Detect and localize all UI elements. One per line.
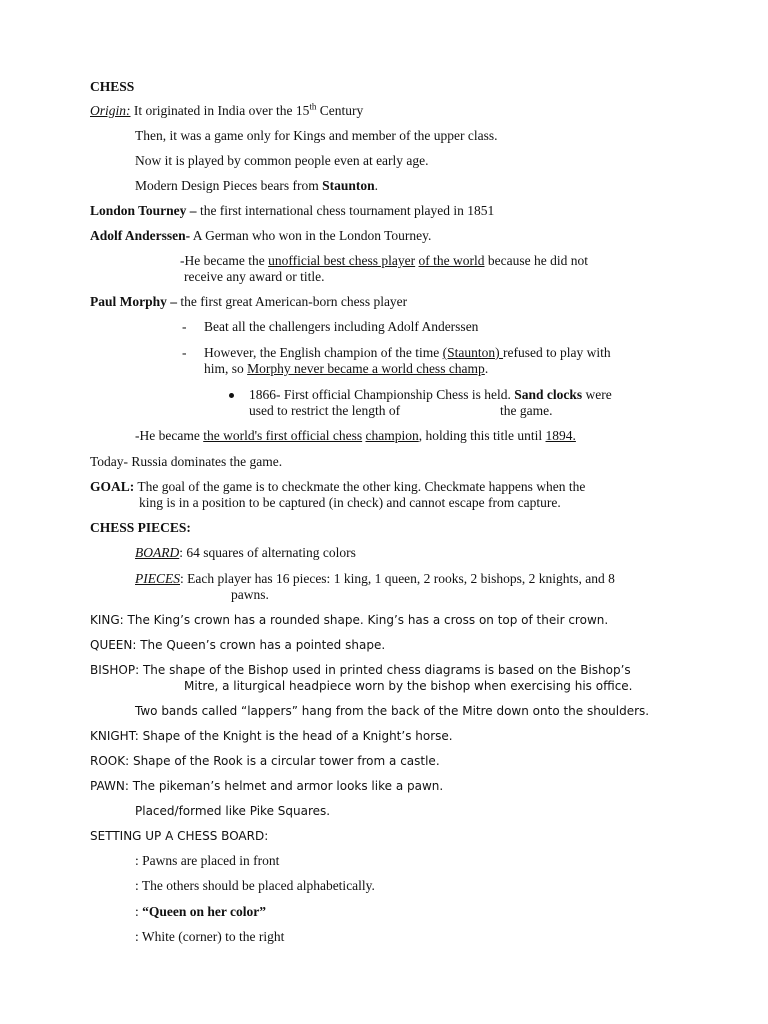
champ-u2: champion (365, 428, 419, 443)
setup-queen-prefix: : (135, 904, 143, 919)
origin-label: Origin: (90, 103, 131, 118)
adolf-became-line-2: receive any award or title. (184, 269, 325, 284)
championship-p2: were (582, 387, 612, 402)
document-title: CHESS (90, 79, 135, 94)
queen-description: QUEEN: The Queen’s crown has a pointed shape. (90, 638, 386, 652)
morphy-item-2-line-2 (204, 361, 488, 377)
goal-text: The goal of the game is to checkmate the other king. Checkmate happens when the (134, 479, 586, 494)
design-bold: Staunton (322, 178, 375, 193)
adolf-became-line (180, 253, 588, 269)
goal-line-2: king is in a position to be captured (in check) and cannot escape from capture. (139, 495, 561, 510)
design-text: Modern Design Pieces bears from (135, 178, 323, 193)
origin-line-upper-class: Then, it was a game only for Kings and member of the upper class. (135, 128, 498, 143)
adolf-bold: Adolf Anderssen- (90, 228, 191, 243)
london-tourney-line (90, 203, 494, 219)
today-line: Today- Russia dominates the game. (90, 454, 283, 469)
championship-bold: Sand clocks (514, 387, 583, 402)
champ-p3: , holding this title until (418, 428, 546, 443)
champ-u3: 1894. (545, 428, 576, 443)
bishop-description: BISHOP: The shape of the Bishop used in printed chess diagrams is based on the Bishop’s (90, 663, 631, 677)
morphy-dash-1: - (182, 319, 187, 334)
board-text: : 64 squares of alternating colors (179, 545, 356, 560)
board-label: BOARD (135, 545, 180, 560)
london-bold: London Tourney – (90, 203, 197, 218)
setup-alphabetical: : The others should be placed alphabetically. (135, 878, 375, 893)
championship-p1: 1866- First official Championship Chess is held. (249, 387, 515, 402)
bullet-icon (229, 393, 234, 398)
setup-queen-color (135, 904, 266, 920)
setup-heading: SETTING UP A CHESS BOARD: (90, 829, 269, 843)
morphy-item2-u1: (Staunton) (442, 345, 504, 360)
london-text: the first international chess tournament played in 1851 (196, 203, 495, 218)
morphy-item2-p2: refused to play with (503, 345, 611, 360)
morphy-item2-l2b: . (484, 361, 489, 376)
championship-line-2b: the game. (500, 403, 553, 418)
bishop-lappers-line: Two bands called “lappers” hang from the back of the Mitre down onto the shoulders. (135, 704, 650, 718)
morphy-item2-p1: However, the English champion of the time (204, 345, 443, 360)
champ-u1: the world's first official chess (203, 428, 363, 443)
pieces-label: PIECES (135, 571, 180, 586)
setup-white-corner: : White (corner) to the right (135, 929, 285, 944)
morphy-item2-u2: Morphy never became a world chess champ (247, 361, 485, 376)
origin-line-common-people: Now it is played by common people even at early age. (135, 153, 429, 168)
knight-description: KNIGHT: Shape of the Knight is the head of a Knight’s horse. (90, 729, 453, 743)
morphy-champion-line (135, 428, 576, 444)
morphy-item2-l2a: him, so (204, 361, 248, 376)
pawn-description-line-2: Placed/formed like Pike Squares. (135, 804, 331, 818)
morphy-dash-2: - (182, 345, 187, 360)
champ-p1: -He became (135, 428, 204, 443)
championship-bullet (249, 387, 612, 403)
design-line (135, 178, 378, 194)
setup-queen-bold: “Queen on her color” (142, 904, 267, 919)
adolf-p3: because he did not (484, 253, 588, 268)
origin-sup: th (309, 101, 317, 112)
origin-line (90, 103, 363, 119)
chess-pieces-heading: CHESS PIECES: (90, 520, 191, 535)
morphy-bold: Paul Morphy – (90, 294, 178, 309)
board-line (135, 545, 356, 561)
goal-bold: GOAL: (90, 479, 135, 494)
setup-pawns: : Pawns are placed in front (135, 853, 280, 868)
goal-line (90, 479, 585, 495)
morphy-text: the first great American-born chess player (177, 294, 408, 309)
bishop-description-line-2: Mitre, a liturgical headpiece worn by the bishop when exercising his office. (184, 679, 633, 693)
origin-text-a: It originated in India over the 15 (130, 103, 310, 118)
pawn-description: PAWN: The pikeman’s helmet and armor looks like a pawn. (90, 779, 444, 793)
adolf-text: A German who won in the London Tourney. (190, 228, 432, 243)
morphy-line (90, 294, 407, 310)
pieces-text: : Each player has 16 pieces: 1 king, 1 queen, 2 rooks, 2 bishops, 2 knights, and 8 (180, 571, 615, 586)
adolf-u1: unofficial best chess player (268, 253, 416, 268)
king-description: KING: The King’s crown has a rounded shape. King’s has a cross on top of their crown. (90, 613, 609, 627)
championship-line-2a: used to restrict the length of (249, 403, 401, 418)
pieces-line (135, 571, 615, 587)
rook-description: ROOK: Shape of the Rook is a circular tower from a castle. (90, 754, 440, 768)
design-end: . (374, 178, 378, 193)
morphy-item-2 (204, 345, 611, 361)
origin-text-b: Century (316, 103, 364, 118)
morphy-item-1: Beat all the challengers including Adolf Anderssen (204, 319, 479, 334)
adolf-line (90, 228, 431, 244)
pieces-line-2: pawns. (231, 587, 269, 602)
adolf-p1: -He became the (180, 253, 269, 268)
adolf-u2: of the world (418, 253, 485, 268)
